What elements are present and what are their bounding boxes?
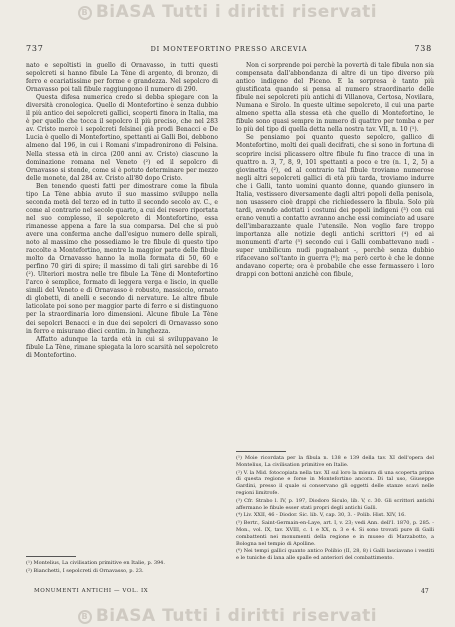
footnote: (⁶) Nei tempi gallici quanto antico Polibio (II, 28, 8) i Galli lasciavano i vestiti e le tuniche di lana alle spalle ed anteriori del combattimento. <box>236 548 434 562</box>
footnote: (²) Bianchetti, I sepolcreti di Ornavasso, p. 23. <box>26 567 144 574</box>
right-footnotes <box>236 451 434 562</box>
paragraph: Affatto adunque la tarda età in cui si sviluppavano le fibule La Tène, rimane spiegata la loro scarsità nel sepolcreto di Montefortino. <box>26 335 218 359</box>
watermark-logo-icon: B <box>78 610 92 624</box>
watermark-text: BiASA Tutti i diritti riservati <box>95 2 378 22</box>
left-column <box>26 62 218 360</box>
running-title: DI MONTEFORTINO PRESSO ARCEVIA <box>150 45 308 53</box>
watermark-top <box>0 2 455 22</box>
paragraph: Questa difesa numerica credo si debba spiegare con la diversità cronologica. Quello di Montefortino è senza dubbio il più antico dei sepolcreti gallici, scoperti finora in Italia, ma è per quello che tocca il sepolcro il più preciso, che nel 283 av. Cristo mercè i sepolcreti felsinei già prodi Benacci e De Lucia è quello di Montefortino, spettanti ai Galli Boi, debbono almeno dal 196, in cui i Romani s'impadronirono di Felsina. Nella stessa età in circa (200 anni av. Cristo) ciascuno la dominazione romana nel Veneto (²) ed il sepolcro di Ornavasso si stende, come si è potuto determinare per mezzo delle monete, dal 284 av. Cristo all'80 dopo Cristo. <box>26 94 218 182</box>
left-footnotes <box>26 556 218 575</box>
footnote-rule <box>236 451 286 452</box>
footnote: (¹) Montelius, La civilisation primitive en Italie, p. 394. <box>26 560 165 566</box>
footnote: (⁴) Liv. XXII, 46 - Diodor. Sic. lib. V, cap. 30, 3. - Polib. Hist. XIV, 16. <box>236 512 406 519</box>
footnote: (²) V. la Mid. fotocopiata nella tav. XI sul loro la misura di una scoperta prima di questa regione e forse in Montefortino ancora. Di tal uso, Giuseppe Gardini, presso il quale si conservano gli oggetti delle stanze scavi nelle regioni limitrofe. <box>236 469 434 496</box>
footnote: (⁵) Bertr., Saint-Germain-en-Laye, art. I, v. 23; vedi Ann. dell'I. 1870, p. 285. - Mon., vol. IX, tav. XVIII, c. 1 e XX, n. 3 e 4. Si sono trovati pure di Galli combattenti nei monumenti della regione e in museo di Marzabotto, a Bologna nel tempio di Apolline. <box>236 520 434 547</box>
watermark-logo-icon: B <box>78 6 92 20</box>
watermark-text: BiASA Tutti i diritti riservati <box>95 606 378 626</box>
paragraph: Non ci sorprende poi perchè la povertà di tale fibula non sia compensata dall'abbondanza di altre di un tipo diverso più antico indigeno del Piceno. E la sorpresa è tanto più giustificata quando si pensa al numero straordinario delle fibule nei sepolcreti più antichi di Villanova, Certosa, Novilara, Numana e Sirolo. In queste ultime sepolcreto, il cui una parte almeno spetta alla stessa età che quello di Montefortino, le fibule sono quasi sempre in numero di quattro per tomba e per lo più del tipo di quella detta nella nostra tav. VII, n. 10 (¹). <box>236 62 434 134</box>
paragraph: nato e sepoltisti in guello di Ornavasso, in tutti questi sepolcreti si hanno fibule La Tène di argento, di bronzo, di ferro e ecariatissime per forme e grandezza. Nel sepolcro di Ornavasso poi tali fibule raggiungono il numero di 290. <box>26 62 218 94</box>
footnote-rule <box>26 556 76 557</box>
paragraph: Ben tenendo questi fatti per dimostrare come la fibula tipo La Tène abbia avuto il suo massimo sviluppo nella seconda metà del terzo ed in tutto il secondo secolo av. C., e come al contrario nel secolo quarto, a cui dei resero riportata nel suo complesso, il sepolcreto di Montefortino, essa rimanesse appena a fare la sua comparsa. Del che si può avere una conferma anche dall'esiguo numero delle spirali, noto al massimo che possediamo le tre fibule di questo tipo raccolte a Montefortino, mentre la maggior parte delle fibule molto da Ornavasso hanno la molla formata di 50, 60 e perfino 70 giri di spire; il massimo di tali giri sarebbe di 16 (²). Ulteriori mostra nelle tre fibule La Tène di Montefortino l'arco è semplice, formato di leggera verga e liscio, in quelle simili del Veneto e di Ornavasso è robusto, massiccio, ornato di globetti, di anelli e secondo di nervature. Le altre fibule laticolate poi sono per maggior parte di ferro e si distinguono per la straordinaria loro dimensioni. Alcune fibule La Tène dei sepolcri Benacci e in due dei sepolcri di Ornavasso sono in ferro e misurano dieci centim. in lunghezza. <box>26 182 218 335</box>
footnote: (³) Cfr. Strabo l. IV, p. 197, Diodoro Siculo, lib. V, c. 30. Gli scrittori antichi affermano le fibule esser stati propri degli antichi Galli. <box>236 497 434 511</box>
page-number-right: 738 <box>414 44 432 53</box>
right-column <box>236 62 434 279</box>
watermark-bottom <box>0 606 455 626</box>
series-footer: MONUMENTI ANTICHI — VOL. IX <box>34 588 149 594</box>
footnote: (¹) Moie ricordata per la fibula n. 138 e 139 della tav. XI dell'opera del Montelius, La civilisation primitive en Italie. <box>236 455 434 468</box>
running-header <box>26 44 432 56</box>
paragraph: Se pensiamo poi quanto questo sepolcro, gallico di Montefortino, molti dei quali decifrati, che si sono in fortuna di scoprire incisi plicassero oltre fibule fu fino tracce di una in quattro n. 3, 7, 8, 9, 101 spettanti a poco e tre (n. 1, 2, 5) a giovinetta (²), ed al contrario tal fibule troviamo numerose negli altri sepolcreti gallici di età più tarda, troviamo indurre che i Galli, tanto uomini quanto donne, quando giunsero in Italia, vestissero diversamente dagli altri popoli della penisola, non usassero cioè drappi che richiedessero la fibula. Solo più tardi, avendo adottati i costumi dei popoli indigeni (³) con cui erano venuti a contatto avranno anche essi cominciato ad usare dell'imbarazzante quale l'utensile. Non voglio fare troppo importanza alle notizie degli antichi scrittori (⁴) ed ai monumenti d'arte (⁵) secondo cui i Galli combattevano nudi - super umbilicum nudi pugnabant -, perchè senza dubbio rifacevano sol'tanto in guerra (⁶); ma però certo è che le donne andavano coperte; ora è probabile che esse fermassero i loro drappi con bottoni anzichè con fibule, <box>236 134 434 279</box>
signature-number: 47 <box>421 588 429 595</box>
page-number-left: 737 <box>26 44 44 53</box>
